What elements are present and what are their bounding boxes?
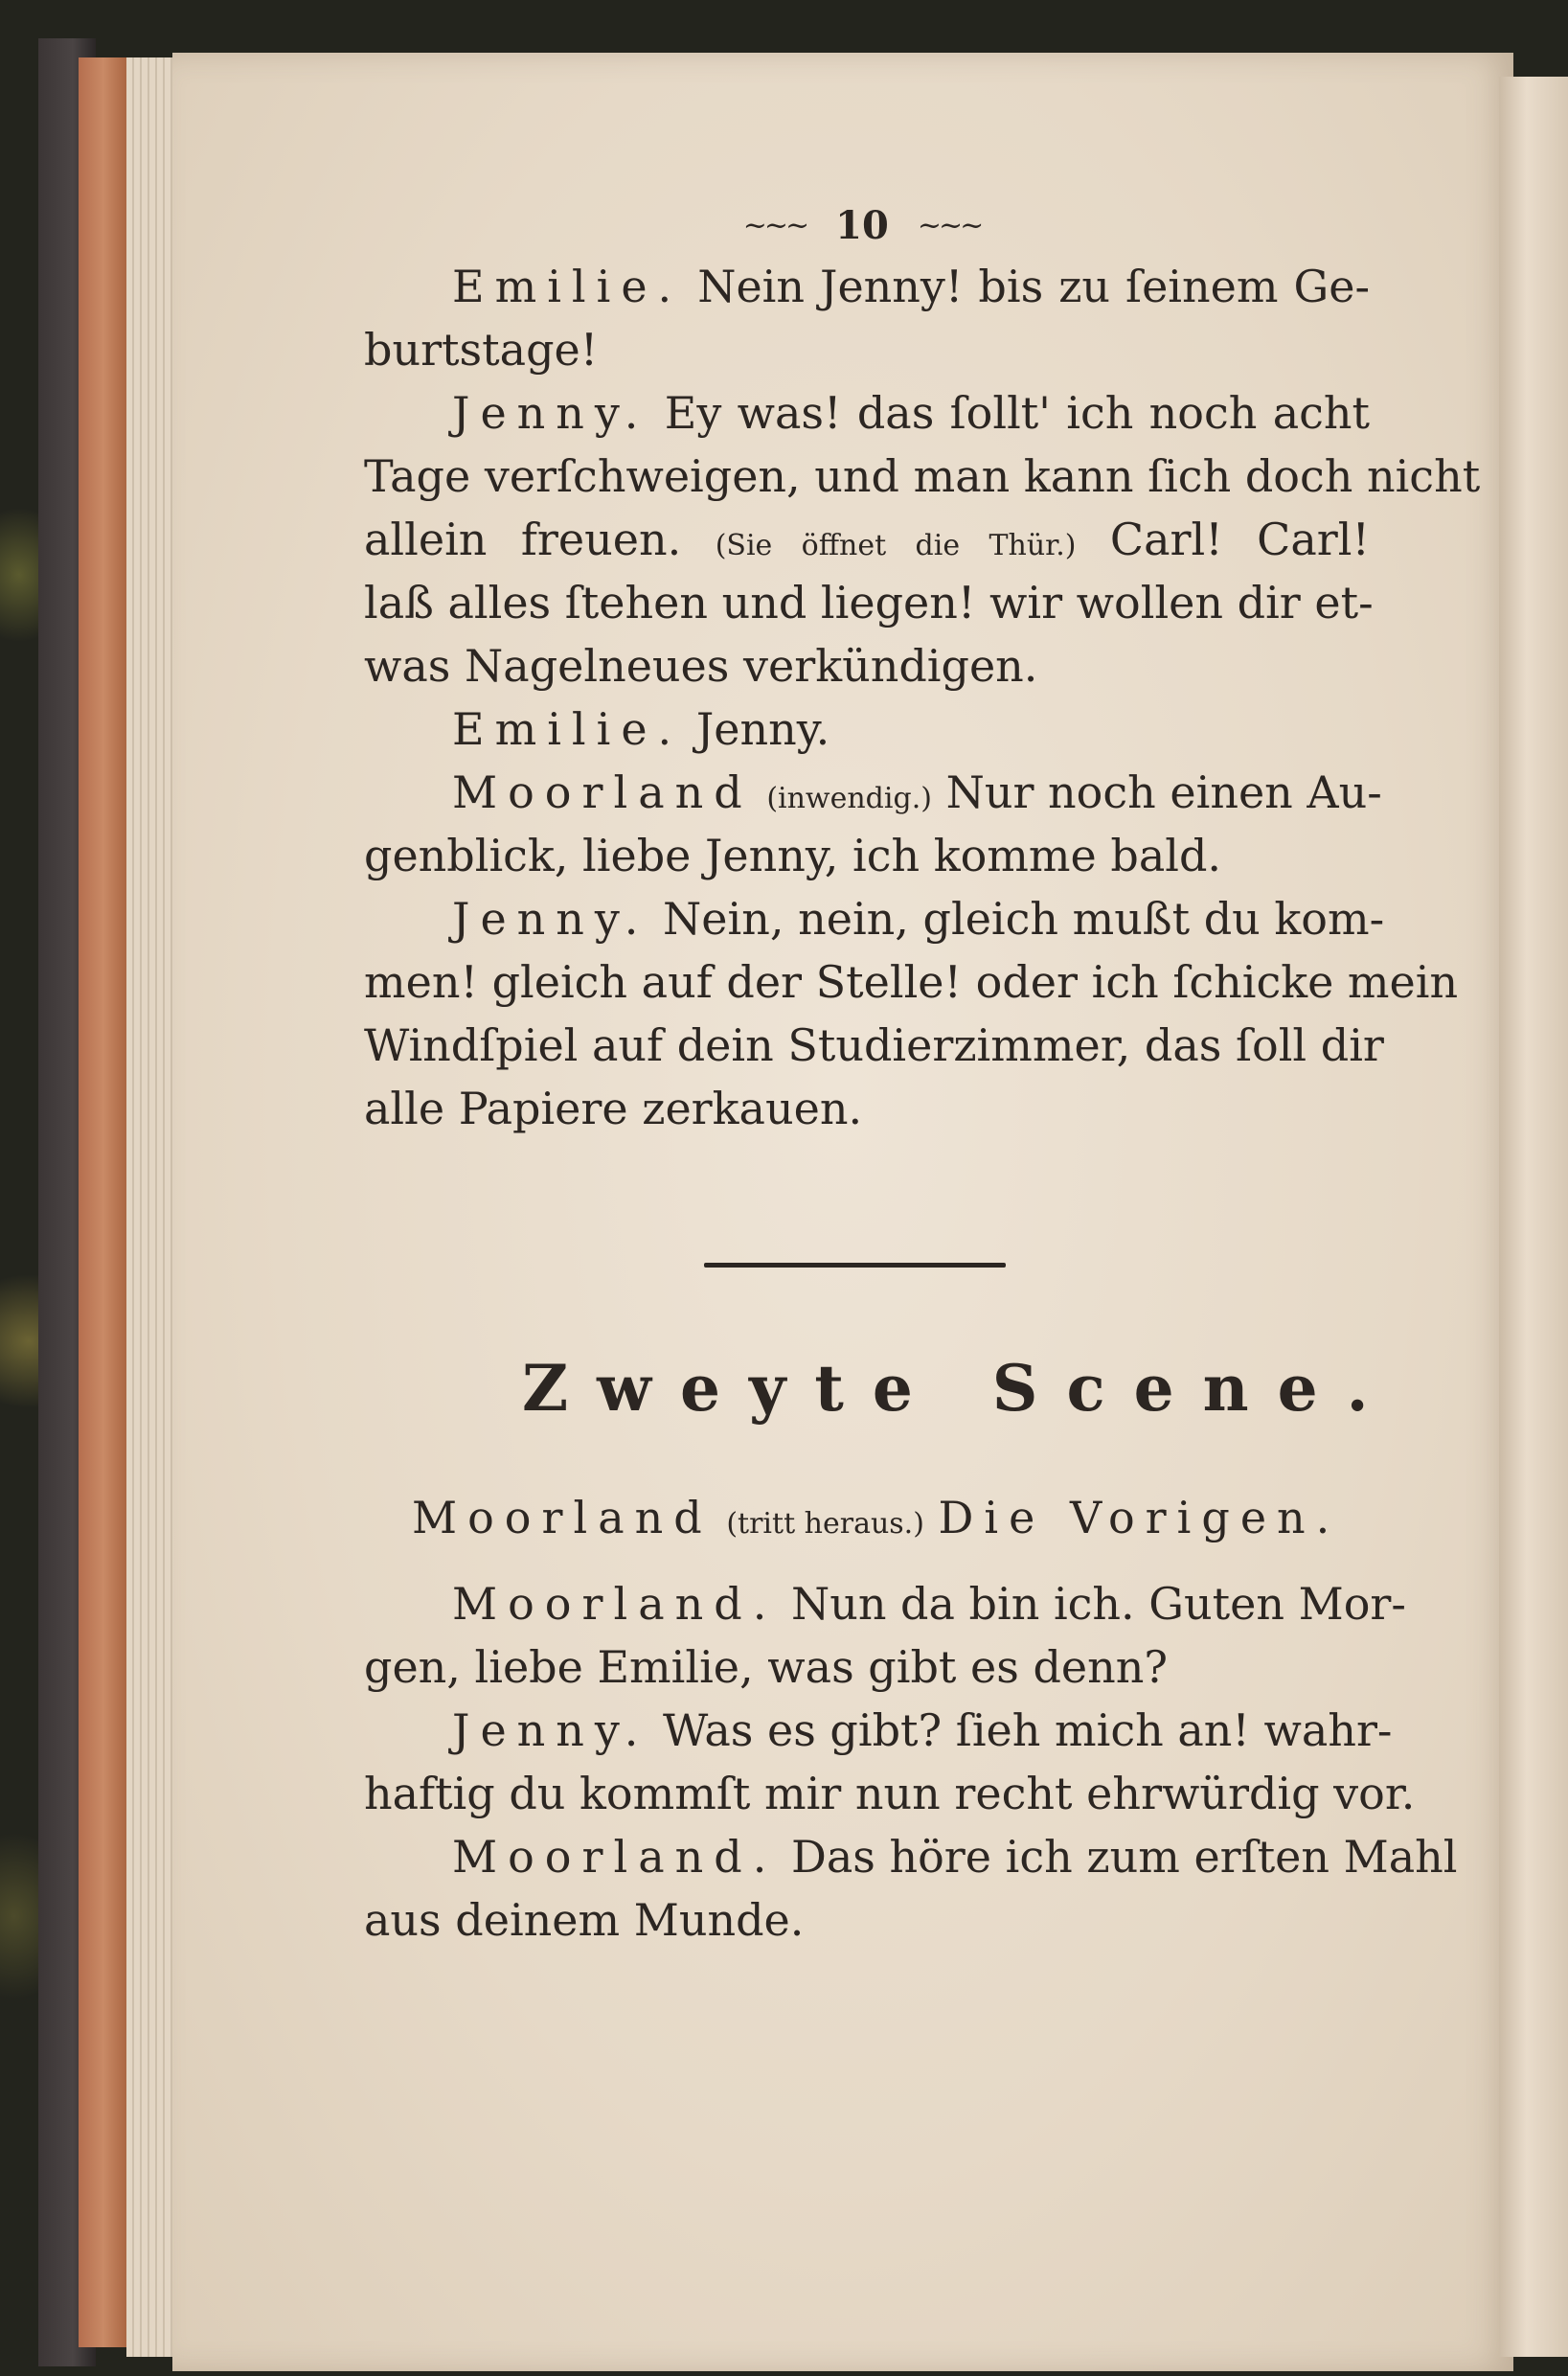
line-text: aus deinem Munde. xyxy=(364,1894,805,1946)
speaker-name: Jenny. xyxy=(452,1704,649,1756)
text-line xyxy=(364,760,1382,832)
line-text: alle Papiere zerkauen. xyxy=(364,1083,863,1134)
text-line xyxy=(364,507,1370,579)
line-text: Windſpiel auf dein Studierzimmer, das ſoll dir xyxy=(364,1019,1384,1071)
line-text: Nun da bin ich. Guten Mor- xyxy=(790,1578,1406,1630)
page-header xyxy=(699,196,1025,254)
line-text: laß alles ſtehen und liegen! wir wollen dir et- xyxy=(364,577,1374,628)
text-line xyxy=(364,1698,1393,1763)
stage-direction: (Sie öffnet die Thür.) xyxy=(715,529,1077,562)
stage-direction: (tritt heraus.) xyxy=(726,1507,924,1541)
line-text: gen, liebe Emilie, was gibt es denn? xyxy=(364,1641,1169,1693)
text-line xyxy=(364,1824,1458,1889)
header-ornament-right: ~~~ xyxy=(917,208,982,242)
scene-title: Zweyte Scene. xyxy=(522,1351,1398,1426)
line-text: Ey was! das ſollt' ich noch acht xyxy=(664,387,1370,439)
header-ornament-left: ~~~ xyxy=(742,208,807,242)
line-text: genblick, liebe Jenny, ich komme bald. xyxy=(364,830,1222,881)
line-text: haftig du kommſt mir nun recht ehrwürdig vor. xyxy=(364,1768,1416,1819)
page-number: 10 xyxy=(835,202,889,248)
text-line xyxy=(364,1571,1406,1636)
text-line xyxy=(364,697,1370,762)
text-line xyxy=(364,1761,1416,1826)
line-text: Was es gibt? ſieh mich an! wahr- xyxy=(663,1704,1393,1756)
text-line xyxy=(364,254,1370,319)
persons-line xyxy=(412,1485,1341,1557)
text-line xyxy=(364,949,1459,1015)
text-line xyxy=(364,823,1370,888)
line-text: Das höre ich zum erſten Mahl xyxy=(790,1831,1458,1883)
text-line xyxy=(364,444,1481,509)
line-text: men! gleich auf der Stelle! oder ich ſchicke mein xyxy=(364,956,1459,1008)
text-line xyxy=(364,1634,1370,1700)
line-text: Nein Jenny! bis zu ſeinem Ge- xyxy=(697,261,1371,312)
speaker-name: Emilie. xyxy=(452,261,683,312)
speaker-name: Moorland. xyxy=(452,1578,778,1630)
book-spine-strip xyxy=(79,57,128,2347)
line-text: Die Vorigen. xyxy=(938,1492,1341,1543)
text-line xyxy=(364,633,1370,698)
line-text: was Nagelneues verkündigen. xyxy=(364,640,1038,692)
line-text: allein freuen. xyxy=(364,514,682,565)
section-divider xyxy=(704,1263,1006,1268)
text-line xyxy=(364,317,1370,382)
line-text: Tage verſchweigen, und man kann ſich doch nicht xyxy=(364,450,1481,502)
speaker-name: Moorland. xyxy=(452,1831,778,1883)
page-gutter xyxy=(1499,77,1568,2357)
line-text: Carl! Carl! xyxy=(1109,514,1370,565)
speaker-name: Jenny. xyxy=(452,893,649,945)
line-text: Nur noch einen Au- xyxy=(945,766,1382,818)
text-line xyxy=(364,380,1370,446)
text-line xyxy=(364,1013,1384,1078)
text-line xyxy=(364,1076,1370,1141)
text-line xyxy=(364,1887,1370,1953)
speaker-name: Jenny. xyxy=(452,387,649,439)
speaker-name: Emilie. xyxy=(452,703,683,755)
line-text: burtstage! xyxy=(364,324,599,376)
speaker-name: Moorland xyxy=(452,766,753,818)
text-line xyxy=(364,886,1385,951)
stage-direction: (inwendig.) xyxy=(766,782,932,815)
line-text: Nein, nein, gleich mußt du kom- xyxy=(663,893,1385,945)
line-text: Jenny. xyxy=(695,703,830,755)
text-line xyxy=(364,570,1374,635)
speaker-name: Moorland xyxy=(412,1492,713,1543)
